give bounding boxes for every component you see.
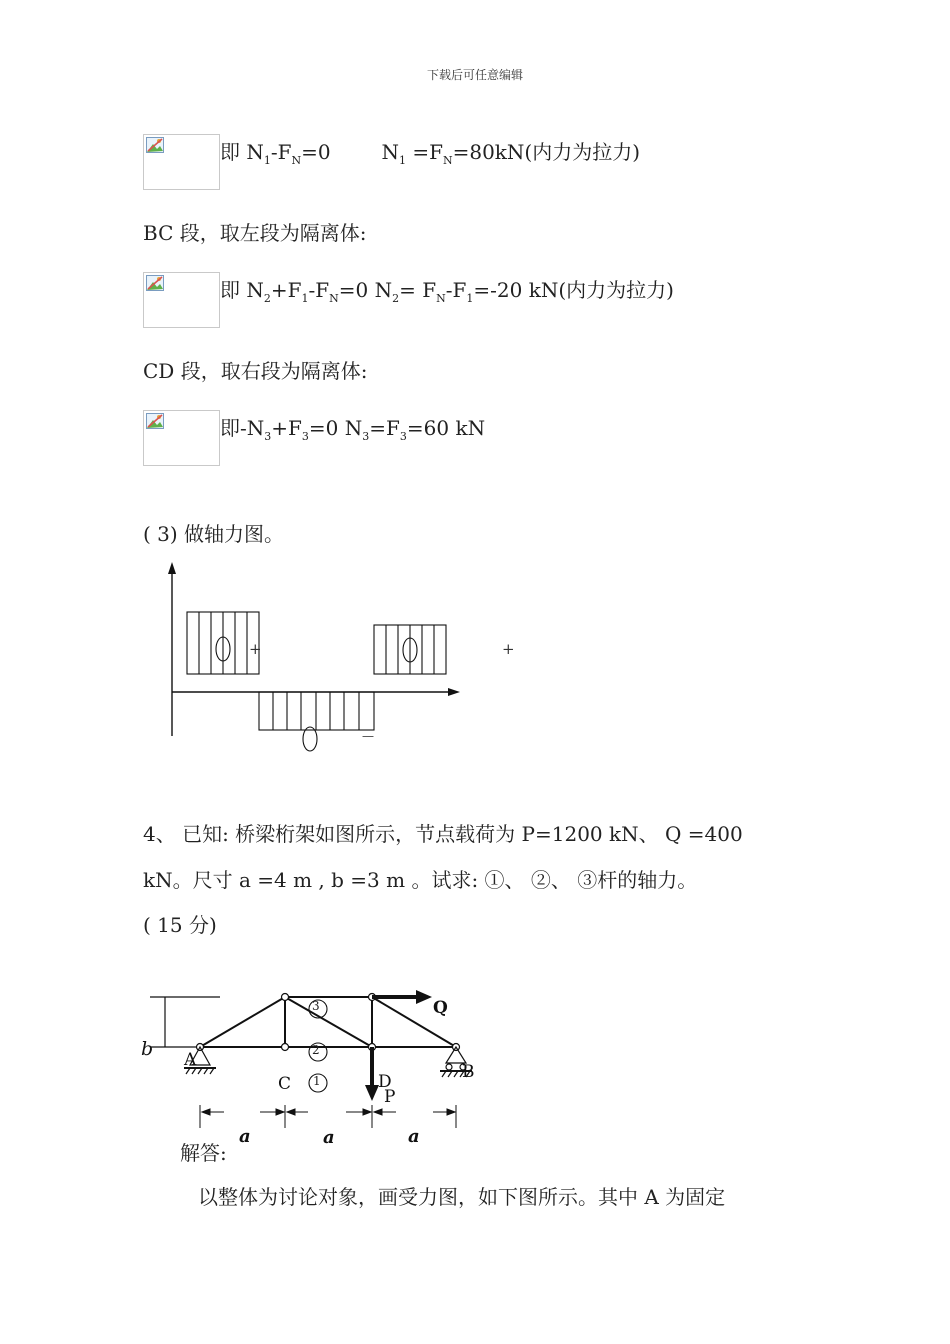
segment-cd-positive <box>374 625 446 674</box>
label-b: b <box>141 1038 154 1060</box>
member-1-number: 1 <box>313 1074 321 1088</box>
label-a-dim-1: a <box>239 1126 251 1147</box>
equation-1: 即 $N_1-F_N=0$ $N_1 =F_N=80kN$(内力为拉力) <box>220 140 641 167</box>
load-p-arrow <box>365 1047 379 1101</box>
step-3-heading: ( 3) 做轴力图。 <box>143 522 285 546</box>
label-a-dim-2: a <box>323 1127 335 1148</box>
truss-diagram <box>0 960 950 1160</box>
segment-bc-negative <box>259 692 374 751</box>
label-c-joint: C <box>278 1074 292 1094</box>
label-b-joint: B <box>462 1062 475 1082</box>
label-a-dim-3: a <box>408 1126 420 1147</box>
minus-sign: — <box>362 729 374 743</box>
y-axis-arrow <box>168 562 176 574</box>
cd-segment-heading: CD 段，取右段为隔离体: <box>143 359 368 383</box>
page-header: 下载后可任意编辑 <box>426 68 523 82</box>
label-d-joint: D <box>378 1072 392 1092</box>
label-a-joint: A <box>184 1050 197 1070</box>
plus-sign-left: + <box>249 640 262 658</box>
problem-4-line-1: 4、 已知: 桥梁桁架如图所示，节点载荷为 P=1200 kN、 Q =400 <box>143 822 743 846</box>
plus-sign-right: + <box>502 640 515 658</box>
equation-2: 即 $N_2+F_1-F_N=0$ $N_2= F_N-F_1=-20$ kN(内力为拉力) <box>220 278 674 305</box>
problem-4-line-3: ( 15 分) <box>143 913 217 937</box>
label-p-load: P <box>384 1087 396 1107</box>
label-q-load: Q <box>433 998 448 1018</box>
member-3-number: 3 <box>312 999 320 1013</box>
answer-label: 解答: <box>180 1141 227 1165</box>
problem-4-line-2: kN。尺寸 a =4 m , b =3 m 。试求: ①、 ②、 ③杆的轴力。 <box>143 868 698 892</box>
equation-3: 即$-N_3+F_3=0$ $N_3=F_3=60$ kN <box>220 416 486 443</box>
truss-members <box>200 997 456 1047</box>
x-axis-arrow <box>448 688 460 696</box>
member-2-number: 2 <box>312 1043 320 1057</box>
answer-line-1: 以整体为讨论对象，画受力图，如下图所示。其中 A 为固定 <box>198 1185 726 1209</box>
bc-segment-heading: BC 段，取左段为隔离体: <box>143 221 367 245</box>
